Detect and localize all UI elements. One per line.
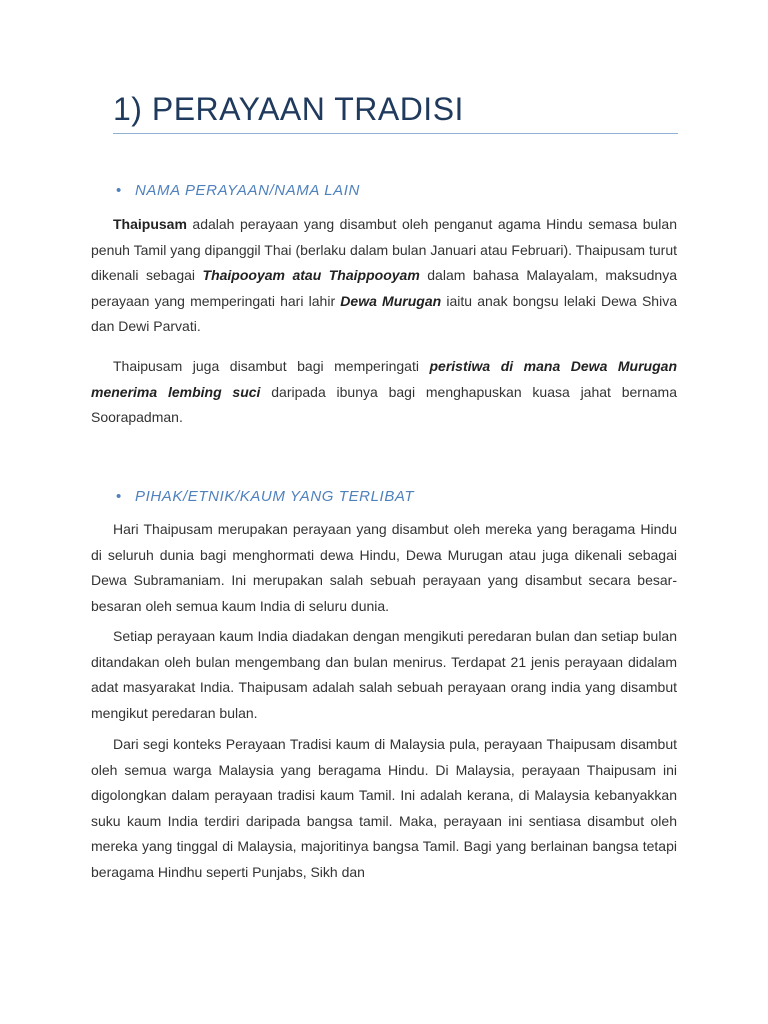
paragraph-text: daripada ibunya bagi menghapuskan kuasa jahat bernama Soorapadman. (91, 383, 677, 425)
paragraph-text: adalah perayaan yang disambut oleh penganut agama Hindu semasa bulan penuh Tamil yang dipanggil Thai (berlaku dalam bulan Januari atau Februari). Thaipusam turut dikenali sebagai (91, 216, 677, 283)
paragraph-thaipusam-intro (91, 212, 677, 340)
paragraph-text: dalam bahasa Malayalam, maksudnya perayaan yang memperingati hari lahir (91, 267, 677, 309)
paragraph-lembing-suci (91, 354, 677, 431)
page-title: 1) PERAYAAN TRADISI (113, 91, 464, 127)
section-heading-label: PIHAK/ETNIK/KAUM YANG TERLIBAT (135, 488, 415, 505)
bold-term: Thaipusam (113, 216, 187, 232)
bold-italic-term: Dewa Murugan (340, 292, 442, 309)
section-heading-label: NAMA PERAYAAN/NAMA LAIN (135, 182, 360, 199)
bold-italic-term: Thaipooyam atau Thaippooyam (202, 267, 420, 283)
paragraph-text: iaitu anak bongsu lelaki Dewa Shiva dan Dewi Parvati. (91, 292, 677, 334)
title-underline (113, 133, 678, 134)
paragraph-peredaran-bulan: Setiap perayaan kaum India diadakan dengan mengikuti peredaran bulan dan setiap bulan ditandakan oleh bulan mengembang dan bulan menirus. Terdapat 21 jenis perayaan didalam adat masyarakat India. Thaipusam adalah salah sebuah perayaan orang india yang disambut mengikut peredaran bulan. (91, 628, 677, 721)
bullet-icon: • (116, 182, 122, 199)
paragraph-konteks-malaysia: Dari segi konteks Perayaan Tradisi kaum di Malaysia pula, perayaan Thaipusam disambut oleh semua warga Malaysia yang beragama Hindu. Di Malaysia, perayaan Thaipusam ini digolongkan dalam perayaan tradisi kaum Tamil. Ini adalah kerana, di Malaysia kebanyakkan suku kaum India terdiri daripada bangsa tamil. Maka, perayaan ini sentiasa disambut oleh mereka yang tinggal di Malaysia, majoritinya bangsa Tamil. Bagi yang berlainan bangsa tetapi beragama Hindhu seperti Punjabs, Sikh dan (91, 736, 677, 880)
section-heading-pihak-etnik (116, 487, 414, 507)
bullet-icon: • (116, 488, 122, 505)
paragraph-hari-thaipusam: Hari Thaipusam merupakan perayaan yang disambut oleh mereka yang beragama Hindu di seluruh dunia bagi menghormati dewa Hindu, Dewa Murugan atau juga dikenali sebagai Dewa Subramaniam. Ini merupakan salah sebuah perayaan yang disambut secara besar-besaran oleh semua kaum India di seluru dunia. (91, 521, 677, 614)
paragraph-text: Thaipusam juga disambut bagi memperingati (113, 358, 430, 374)
section-heading-nama-perayaan (116, 181, 360, 201)
bold-italic-term: peristiwa di mana Dewa Murugan menerima lembing suci (91, 358, 677, 400)
